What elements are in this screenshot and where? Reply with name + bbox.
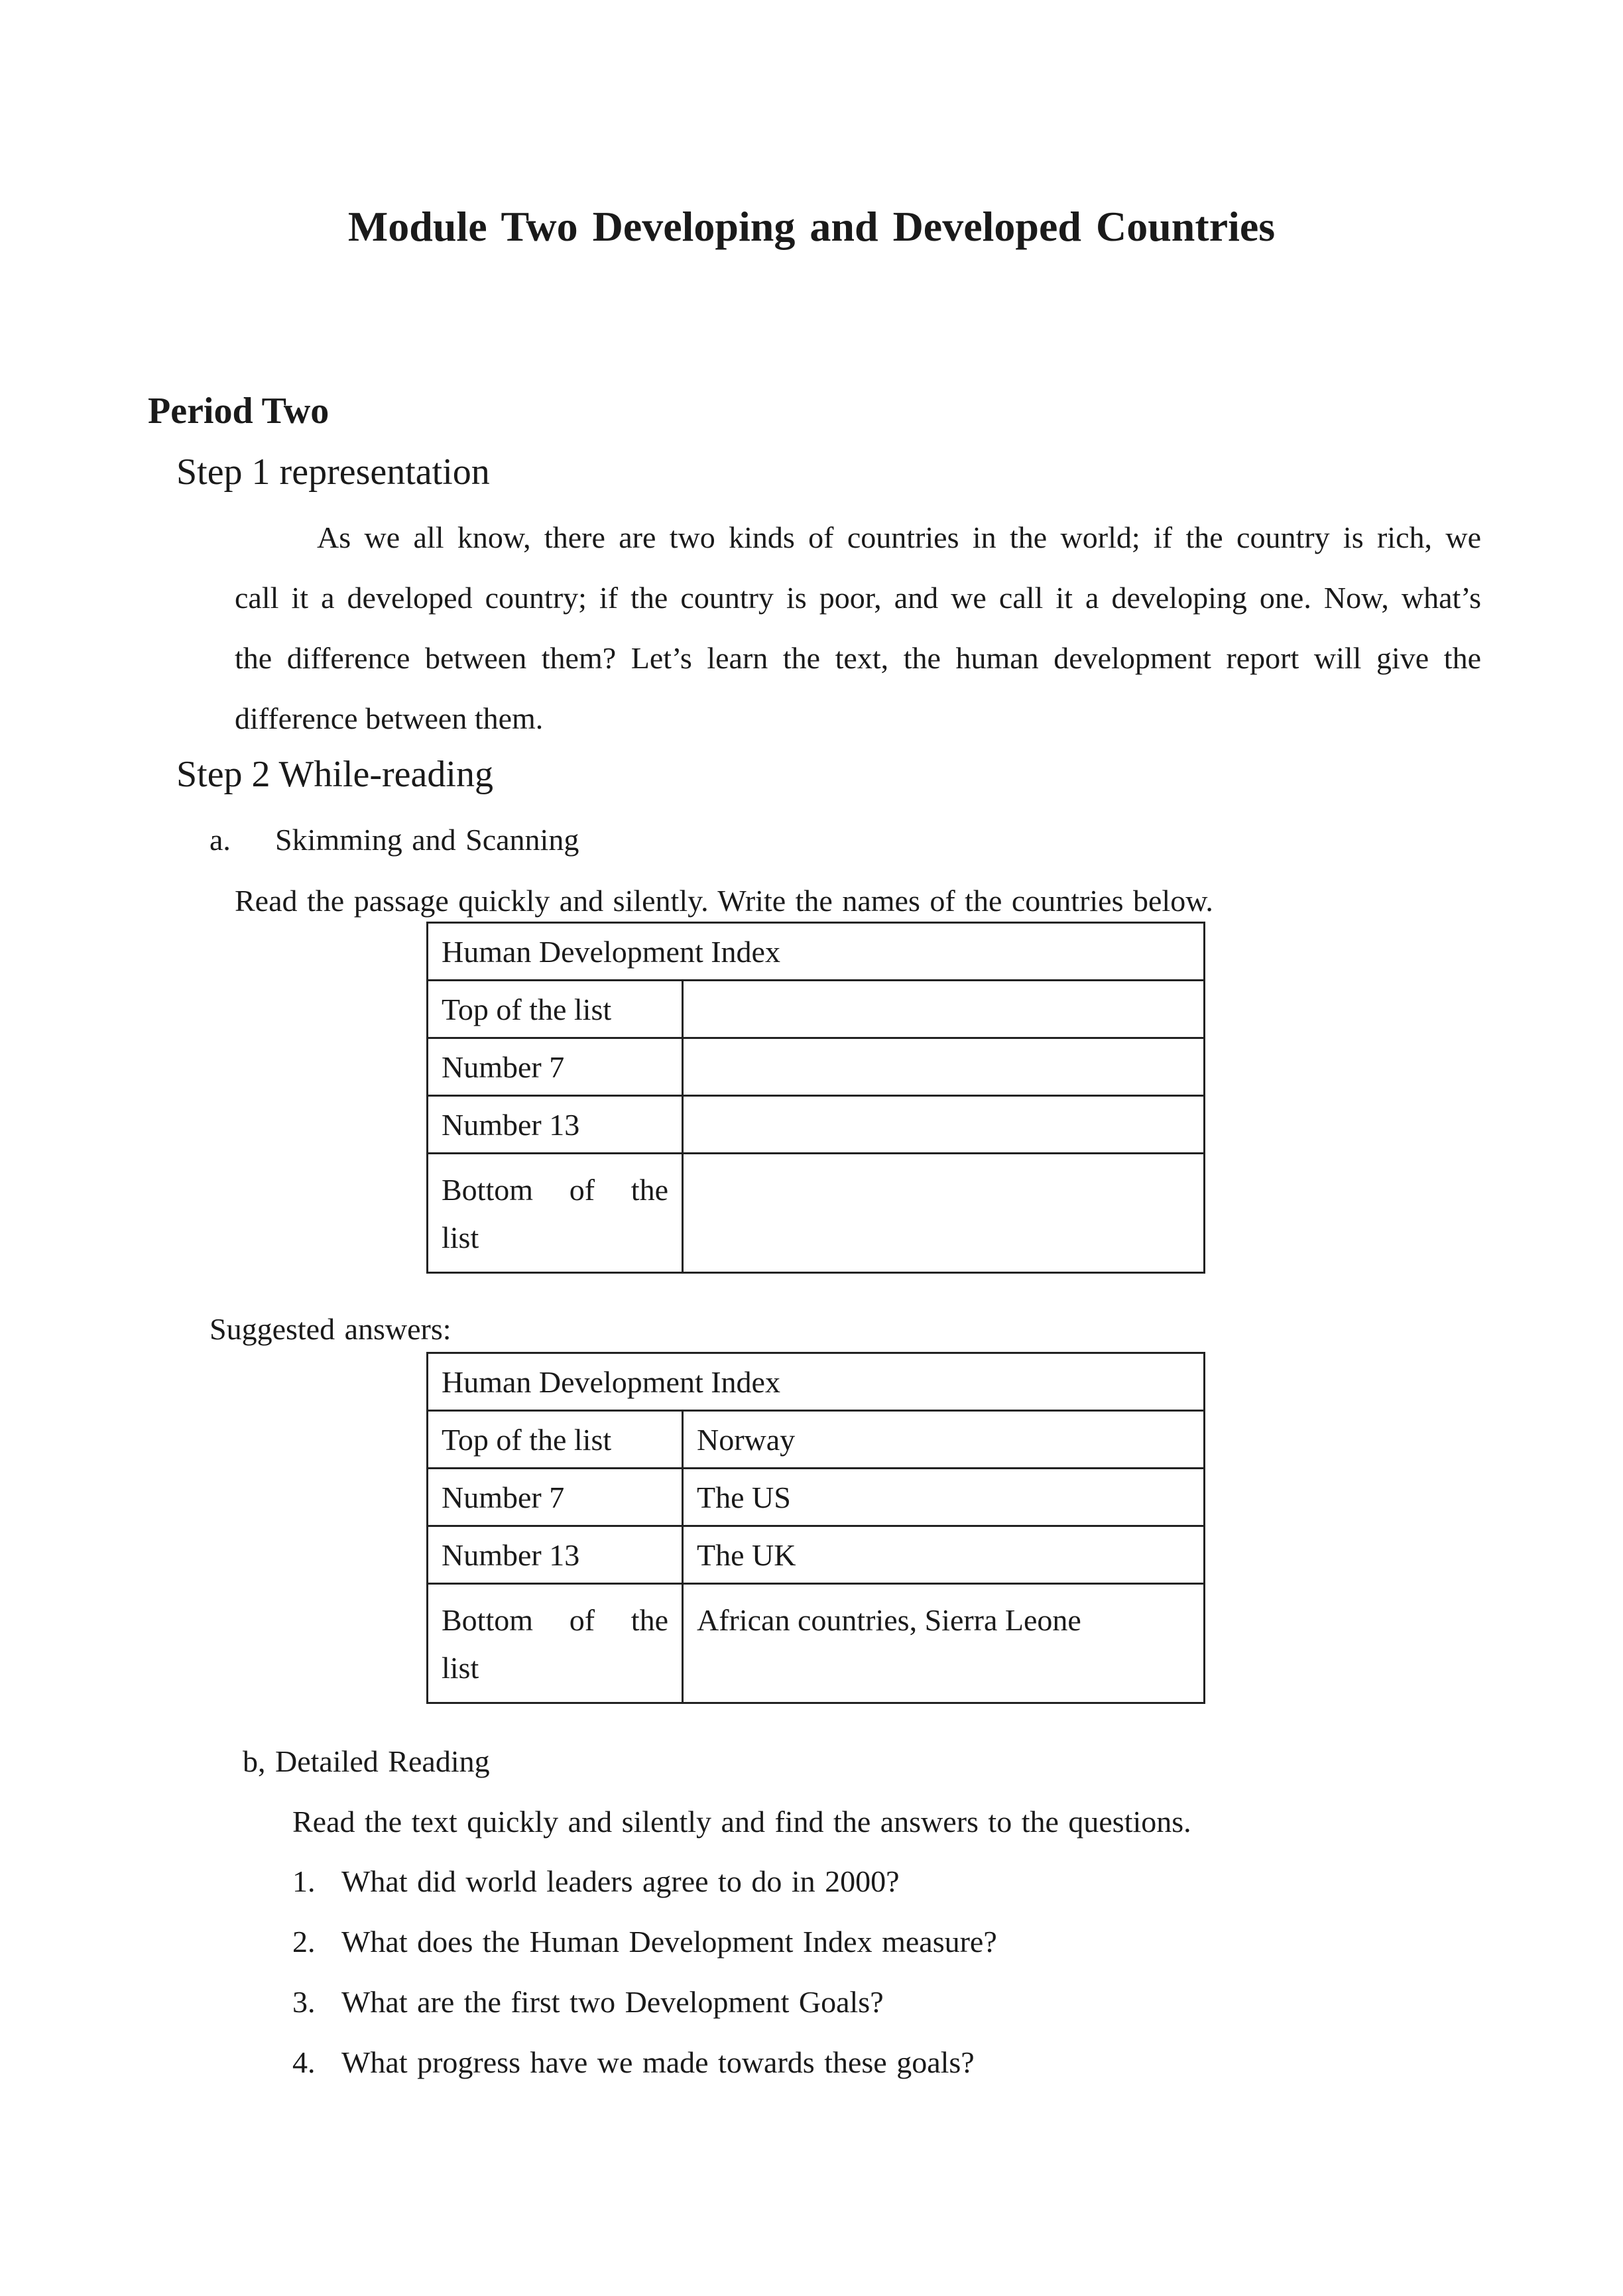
- question-item: [292, 1924, 997, 1959]
- table-answer-cell: [683, 1038, 1205, 1096]
- question-item: [292, 1864, 900, 1899]
- part-a-instruction: Read the passage quickly and silently. Write the names of the countries below.: [235, 884, 1213, 918]
- table-row: [428, 923, 1205, 981]
- part-a-marker: a.: [210, 823, 231, 857]
- step1-paragraph-line-3: the difference between them? Let’s learn the text, the human development report will give the: [235, 641, 1481, 675]
- table-label-cell: Top of the list: [428, 1411, 683, 1469]
- step2-heading: Step 2 While-reading: [176, 754, 493, 795]
- table-answer-cell: Norway: [683, 1411, 1205, 1469]
- question-number: 2.: [292, 1925, 316, 1959]
- table-row: [428, 1353, 1205, 1411]
- table-label-line: Bottom of the: [442, 1173, 668, 1207]
- table-label-cell: Top of the list: [428, 981, 683, 1038]
- part-b-label: b, Detailed Reading: [243, 1744, 490, 1778]
- table-label-cell: Number 7: [428, 1038, 683, 1096]
- table-label-line: Bottom of the: [442, 1603, 668, 1637]
- table-answer-cell: The US: [683, 1469, 1205, 1526]
- question-text: What did world leaders agree to do in 2000?: [341, 1864, 900, 1898]
- table-header-cell: Human Development Index: [428, 923, 1205, 981]
- table-answer-cell: [683, 1096, 1205, 1154]
- question-text: What does the Human Development Index measure?: [341, 1925, 997, 1959]
- question-number: 3.: [292, 1985, 316, 2019]
- question-number: 1.: [292, 1864, 316, 1898]
- table-label-cell: Number 7: [428, 1469, 683, 1526]
- suggested-answers-label: Suggested answers:: [210, 1312, 451, 1346]
- question-number: 4.: [292, 2045, 316, 2079]
- table-row: [428, 1096, 1205, 1154]
- table-row: [428, 1154, 1205, 1273]
- hdi-blank-table: [426, 922, 1205, 1274]
- table-header-cell: Human Development Index: [428, 1353, 1205, 1411]
- step1-heading: Step 1 representation: [176, 452, 490, 493]
- table-label-line: list: [442, 1221, 479, 1254]
- period-heading: Period Two: [148, 391, 330, 432]
- table-label-cell: Number 13: [428, 1096, 683, 1154]
- part-a-label: Skimming and Scanning: [275, 823, 579, 857]
- part-b-instruction: Read the text quickly and silently and find the answers to the questions.: [292, 1805, 1191, 1839]
- table-answer-cell: The UK: [683, 1526, 1205, 1584]
- table-answer-cell: African countries, Sierra Leone: [683, 1584, 1205, 1703]
- table-label-cell: [428, 1154, 683, 1273]
- table-row: [428, 1469, 1205, 1526]
- step1-paragraph-line-4: difference between them.: [235, 701, 544, 735]
- table-label-cell: [428, 1584, 683, 1703]
- table-row: [428, 1526, 1205, 1584]
- table-row: [428, 1584, 1205, 1703]
- question-item: [292, 2045, 975, 2080]
- page-title: Module Two Developing and Developed Countries: [347, 203, 1276, 250]
- table-row: [428, 981, 1205, 1038]
- step1-paragraph-line-1: As we all know, there are two kinds of countries in the world; if the country is rich, we: [317, 520, 1481, 554]
- table-label-cell: Number 13: [428, 1526, 683, 1584]
- question-item: [292, 1984, 884, 2020]
- hdi-answers-table: [426, 1352, 1205, 1704]
- step1-paragraph-line-2: call it a developed country; if the country is poor, and we call it a developing one. Now, what’s: [235, 581, 1481, 615]
- table-row: [428, 1038, 1205, 1096]
- table-answer-cell: [683, 1154, 1205, 1273]
- table-label-line: list: [442, 1651, 479, 1685]
- table-answer-cell: [683, 981, 1205, 1038]
- table-row: [428, 1411, 1205, 1469]
- question-text: What are the first two Development Goals?: [341, 1985, 884, 2019]
- question-text: What progress have we made towards these goals?: [341, 2045, 975, 2079]
